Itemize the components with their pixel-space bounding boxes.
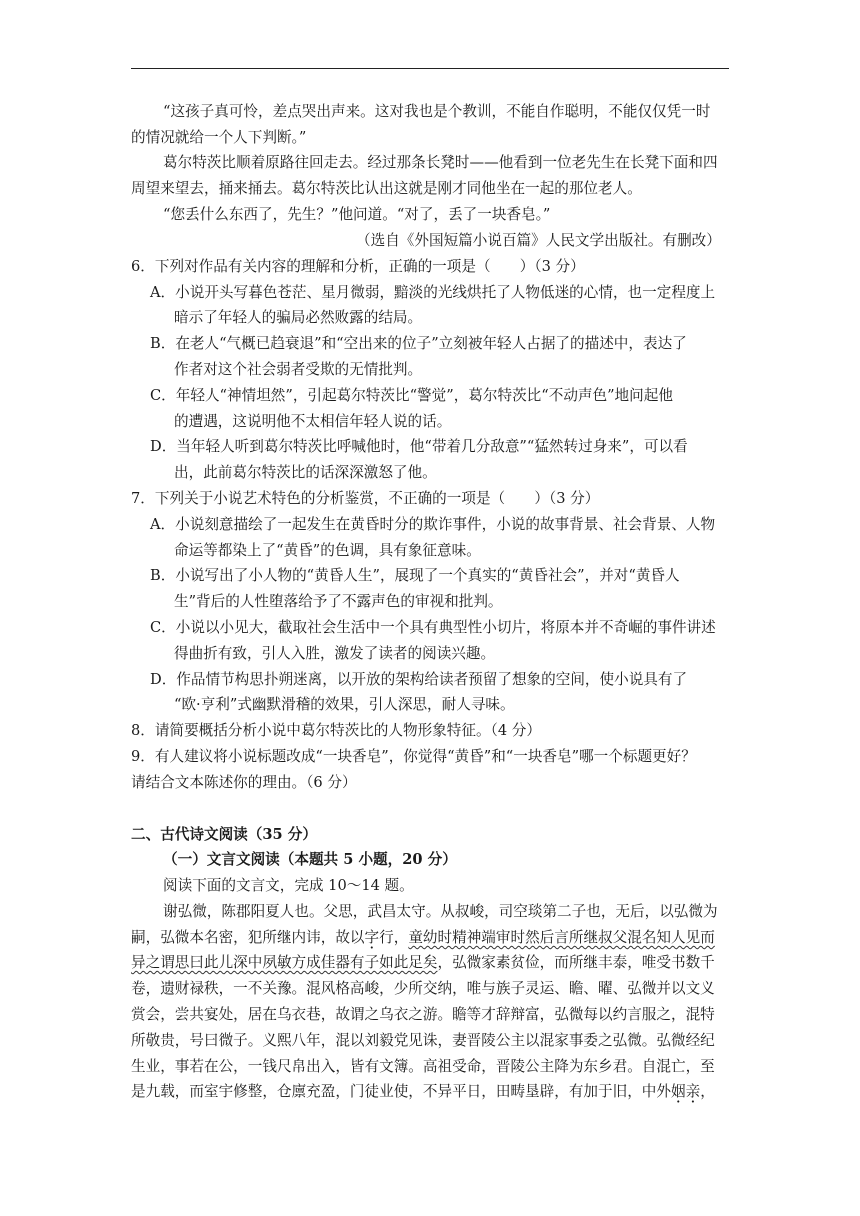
source-citation: （选自《外国短篇小说百篇》人民文学出版社。有删改） bbox=[356, 232, 721, 249]
classical-text-line: 异之谓思曰此儿深中夙敏方成佳器有子如此足矣，弘微家素贫俭，而所继丰泰，唯受书数千 bbox=[131, 954, 715, 971]
q7-option-c: C．小说以小见大，截取社会生活中一个具有典型性小切片，将原本并不奇崛的事件讲述 bbox=[150, 619, 716, 636]
classical-text-line: 谢弘微，陈郡阳夏人也。父思，武昌太守。从叔峻，司空琰第二子也，无后，以弘微为 bbox=[163, 903, 718, 920]
emphasis-dot-char: 字 bbox=[364, 929, 380, 946]
q7-option-d: D．作品情节构思扑朔迷离，以开放的架构给读者预留了想象的空间，使小说具有了 bbox=[150, 671, 688, 688]
passage-line: 周望来望去，捅来捅去。葛尔特茨比认出这就是刚才同他坐在一起的那位老人。 bbox=[131, 180, 642, 197]
q7-option-c-cont: 得曲折有致，引人入胜，激发了读者的阅读兴趣。 bbox=[174, 645, 496, 662]
reading-instruction: 阅读下面的文言文，完成 10～14 题。 bbox=[163, 877, 414, 894]
question-9-cont: 请结合文本陈述你的理由。（6 分） bbox=[131, 774, 357, 791]
classical-text-line: 卷，遗财禄秩，一不关豫。混风格高峻，少所交纳，唯与族子灵运、瞻、曜、弘微并以文义 bbox=[131, 980, 715, 997]
header-rule bbox=[131, 68, 729, 69]
classical-text-line: 生业，事若在公，一钱尺帛出入，皆有文簿。高祖受命，晋陵公主降为东乡君。自混亡，至 bbox=[131, 1058, 715, 1075]
question-6-stem: 6．下列对作品有关内容的理解和分析，正确的一项是（ ）（3 分） bbox=[131, 258, 585, 275]
q6-option-c: C．年轻人“神情坦然”，引起葛尔特茨比“警觉”，葛尔特茨比“不动声色”地问起他 bbox=[150, 387, 673, 404]
classical-text-line: 赏会，尝共宴处，居在乌衣巷，故谓之乌衣之游。瞻等才辞辩富，弘微每以约言服之，混特 bbox=[131, 1006, 715, 1023]
q7-option-a-cont: 命运等都染上了“黄昏”的色调，具有象征意味。 bbox=[174, 542, 481, 559]
q6-option-c-cont: 的遭遇，这说明他不太相信年轻人说的话。 bbox=[174, 413, 452, 430]
q6-option-b: B．在老人“气概已趋衰退”和“空出来的位子”立刻被年轻人占据了的描述中，表达了 bbox=[150, 335, 687, 352]
emphasis-dot-char: 亲 bbox=[685, 1083, 701, 1100]
section-heading: 二、古代诗文阅读（35 分） bbox=[131, 826, 317, 843]
wavy-underlined-text: 异之谓思曰此儿深中夙敏方成佳器有子如此足矣 bbox=[131, 954, 438, 971]
q6-option-d-cont: 出，此前葛尔特茨比的话深深激怒了他。 bbox=[174, 464, 437, 481]
q6-option-d: D．当年轻人听到葛尔特茨比呼喊他时，他“带着几分敌意”“猛然转过身来”，可以看 bbox=[150, 438, 688, 455]
q7-option-b: B．小说写出了小人物的“黄昏人生”，展现了一个真实的“黄昏社会”，并对“黄昏人 bbox=[150, 567, 680, 584]
classical-text-line: 是九载，而室宇修整，仓廪充盈，门徒业使，不异平日，田畴垦辟，有加于旧，中外姻亲， bbox=[131, 1083, 715, 1100]
q7-option-a: A．小说刻意描绘了一起发生在黄昏时分的欺诈事件，小说的故事背景、社会背景、人物 bbox=[150, 516, 716, 533]
passage-line: “这孩子真可怜，差点哭出声来。这对我也是个教训，不能自作聪明，不能仅仅凭一时 bbox=[163, 103, 711, 120]
passage-line: “您丢什么东西了，先生？”他问道。“对了，丢了一块香皂。” bbox=[163, 206, 551, 223]
passage-line: 葛尔特茨比顺着原路往回走去。经过那条长凳时——他看到一位老先生在长凳下面和四 bbox=[163, 154, 718, 171]
emphasis-dot-char: 姻 bbox=[670, 1083, 686, 1100]
wavy-underlined-text: 童幼时精神端审时然后言所继叔父混名知人见而 bbox=[408, 929, 715, 946]
q6-option-a: A．小说开头写暮色苍茫、星月微弱，黯淡的光线烘托了人物低迷的心情，也一定程度上 bbox=[150, 284, 716, 301]
q6-option-a-cont: 暗示了年轻人的骗局必然败露的结局。 bbox=[174, 309, 423, 326]
q7-option-d-cont: “欧·亨利”式幽默滑稽的效果，引人深思，耐人寻味。 bbox=[174, 696, 515, 713]
q7-option-b-cont: 生”背后的人性堕落给予了不露声色的审视和批判。 bbox=[174, 593, 503, 610]
question-9: 9．有人建议将小说标题改成“一块香皂”，你觉得“黄昏”和“一块香皂”哪一个标题更好？ bbox=[131, 748, 696, 765]
question-8: 8．请简要概括分析小说中葛尔特茨比的人物形象特征。（4 分） bbox=[131, 722, 541, 739]
passage-line: 的情况就给一个人下判断。” bbox=[131, 129, 307, 146]
classical-text-line: 所敬贵，号曰微子。义熙八年，混以刘毅党见诛，妻晋陵公主以混家事委之弘微。弘微经纪 bbox=[131, 1032, 715, 1049]
question-7-stem: 7．下列关于小说艺术特色的分析鉴赏，不正确的一项是（ ）（3 分） bbox=[131, 490, 600, 507]
subsection-heading: （一）文言文阅读（本题共 5 小题，20 分） bbox=[163, 851, 457, 868]
classical-text-line: 嗣，弘微本名密，犯所继内讳，故以字行，童幼时精神端审时然后言所继叔父混名知人见而 bbox=[131, 929, 715, 946]
q6-option-b-cont: 作者对这个社会弱者受欺的无情批判。 bbox=[174, 361, 423, 378]
